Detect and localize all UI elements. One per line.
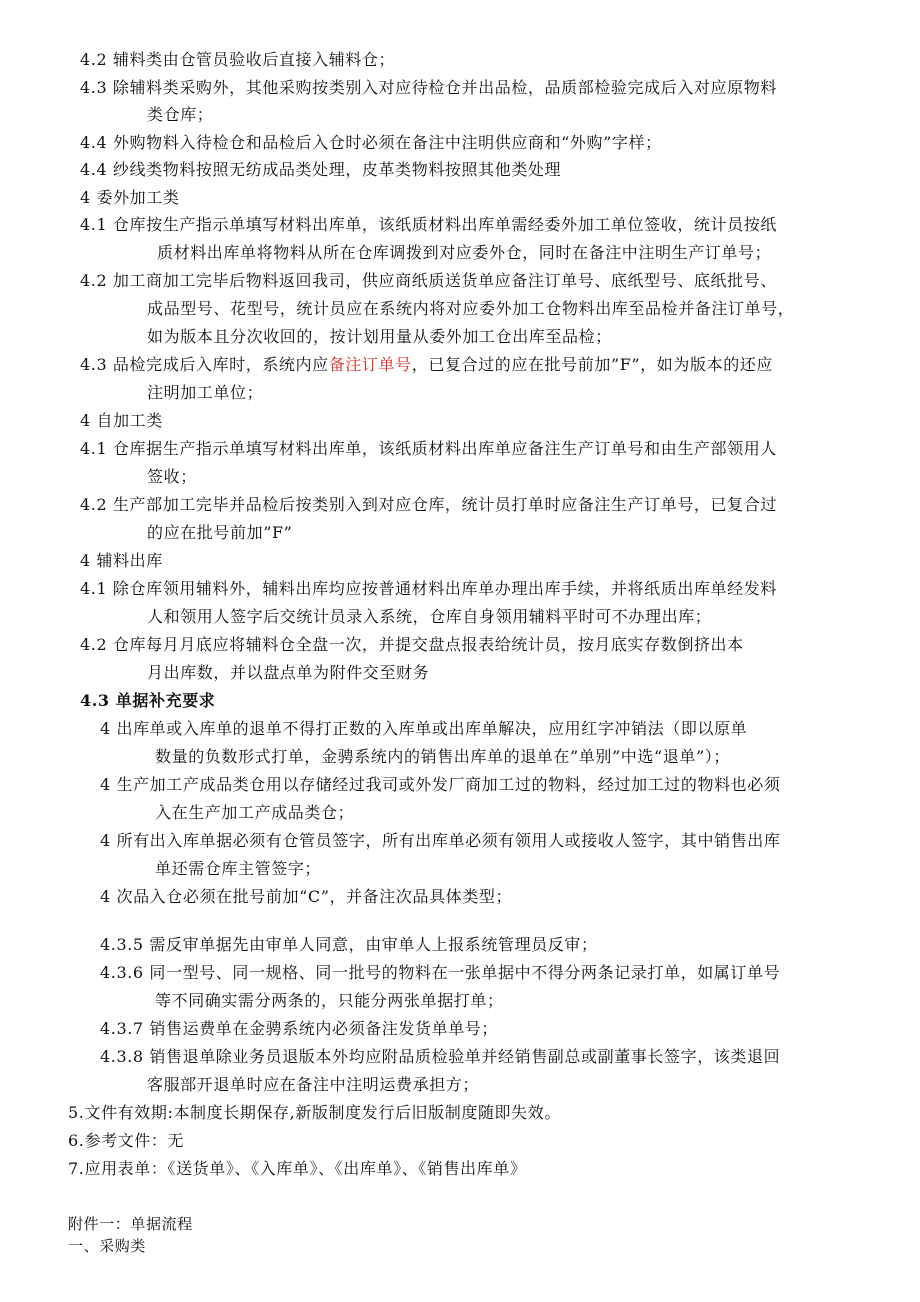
clause-4-4-yarn: 4.4 纱线类物料按照无纺成品类处理，皮革类物料按照其他类处理 (80, 160, 562, 179)
clause-4-1-self-cont: 签收； (147, 467, 197, 486)
clause-4-4-outsourced: 4.4 外购物料入待检仓和品检后入仓时必须在备注中注明供应商和“外购”字样； (80, 133, 662, 152)
section-outsourced-processing: 4 委外加工类 (80, 188, 180, 207)
clause-4-3-7: 4.3.7 销售运费单在金骋系统内必须备注发货单单号； (100, 1019, 498, 1038)
clause-4-3-inspection-cont: 注明加工单位； (147, 383, 264, 402)
rule-signatures-cont: 单还需仓库主管签字； (155, 859, 322, 878)
highlight-order-number: 备注订单号 (328, 355, 412, 374)
appendix-1-title: 附件一：单据流程 (68, 1215, 193, 1233)
clause-4-3-6: 4.3.6 同一型号、同一规格、同一批号的物料在一张单据中不得分两条记录打单，如属订单号 (100, 963, 781, 982)
rule-defective-goods: 4 次品入仓必须在批号前加“C”，并备注次品具体类型； (100, 887, 513, 906)
rule-return-slip-cont: 数量的负数形式打单，金骋系统内的销售出库单的退单在”单别”中选“退单”）； (155, 747, 730, 766)
clause-4-1-self: 4.1 仓库据生产指示单填写材料出库单，该纸质材料出库单应备注生产订单号和由生产部领用人 (80, 439, 777, 458)
section-6-references: 6.参考文件：无 (68, 1131, 185, 1150)
clause-4-3-purchase: 4.3 除辅料类采购外，其他采购按类别入对应待检仓并出品检，品质部检验完成后入对应原物料 (80, 78, 777, 97)
clause-4-3-6-cont: 等不同确实需分两条的，只能分两张单据打单； (155, 991, 504, 1010)
section-5-validity: 5.文件有效期:本制度长期保存,新版制度发行后旧版制度随即失效。 (68, 1103, 561, 1122)
clause-4-2-accessories: 4.2 辅料类由仓管员验收后直接入辅料仓； (80, 50, 396, 69)
rule-finished-goods: 4 生产加工产成品类仓用以存储经过我司或外发厂商加工过的物料，经过加工过的物料也必须 (100, 775, 781, 794)
clause-4-3-8: 4.3.8 销售退单除业务员退版本外均应附品质检验单并经销售副总或副董事长签字，该类退回 (100, 1047, 781, 1066)
clause-4-1-warehouse: 4.1 仓库按生产指示单填写材料出库单，该纸质材料出库单需经委外加工单位签收，统计员按纸 (80, 215, 777, 234)
rule-signatures: 4 所有出入库单据必须有仓管员签字，所有出库单必须有领用人或接收人签字，其中销售出库 (100, 831, 781, 850)
clause-4-2-production: 4.2 生产部加工完毕并品检后按类别入到对应仓库，统计员打单时应备注生产订单号，已复合过 (80, 495, 777, 514)
clause-4-2-processor-cont2: 如为版本且分次收回的，按计划用量从委外加工仓出库至品检； (147, 327, 612, 346)
clause-4-3-purchase-cont: 类仓库； (147, 105, 214, 124)
clause-4-2-processor: 4.2 加工商加工完毕后物料返回我司，供应商纸质送货单应备注订单号、底纸型号、底纸批号、 (80, 271, 777, 290)
clause-4-1-warehouse-cont: 质材料出库单将物料从所在仓库调拨到对应委外仓，同时在备注中注明生产订单号； (157, 243, 772, 262)
clause-4-3-part1: 4.3 品检完成后入库时，系统内应 (80, 355, 329, 374)
clause-4-2-production-cont: 的应在批号前加”F” (147, 523, 293, 542)
clause-4-2-stocktake-cont: 月出库数，并以盘点单为附件交至财务 (147, 663, 430, 682)
clause-4-2-processor-cont1: 成品型号、花型号，统计员应在系统内将对应委外加工仓物料出库至品检并备注订单号， (147, 299, 795, 318)
clause-4-2-stocktake: 4.2 仓库每月月底应将辅料仓全盘一次，并提交盘点报表给统计员，按月底实存数倒挤出本 (80, 635, 744, 654)
section-self-processing: 4 自加工类 (80, 411, 163, 430)
section-accessory-issue: 4 辅料出库 (80, 551, 163, 570)
clause-4-3-part2: ，已复合过的应在批号前加”F”，如为版本的还应 (411, 355, 774, 374)
section-7-forms: 7.应用表单：《送货单》、《入库单》、《出库单》、《销售出库单》 (68, 1159, 527, 1178)
clause-4-3-5: 4.3.5 需反审单据先由审单人同意，由审单人上报系统管理员反审； (100, 935, 598, 954)
clause-4-3-inspection (80, 354, 773, 376)
rule-finished-goods-cont: 入在生产加工产成品类仓； (155, 803, 355, 822)
clause-4-1-accessory-cont: 人和领用人签字后交统计员录入系统，仓库自身领用辅料平时可不办理出库； (147, 607, 712, 626)
clause-4-1-accessory: 4.1 除仓库领用辅料外，辅料出库均应按普通材料出库单办理出库手续，并将纸质出库单经发料 (80, 579, 777, 598)
clause-4-3-8-cont: 客服部开退单时应在备注中注明运费承担方； (147, 1075, 480, 1094)
section-4-3-supplementary: 4.3 单据补充要求 (80, 691, 216, 710)
appendix-purchase-heading: 一、采购类 (68, 1237, 147, 1255)
rule-return-slip: 4 出库单或入库单的退单不得打正数的入库单或出库单解决，应用红字冲销法（即以原单 (100, 719, 748, 738)
